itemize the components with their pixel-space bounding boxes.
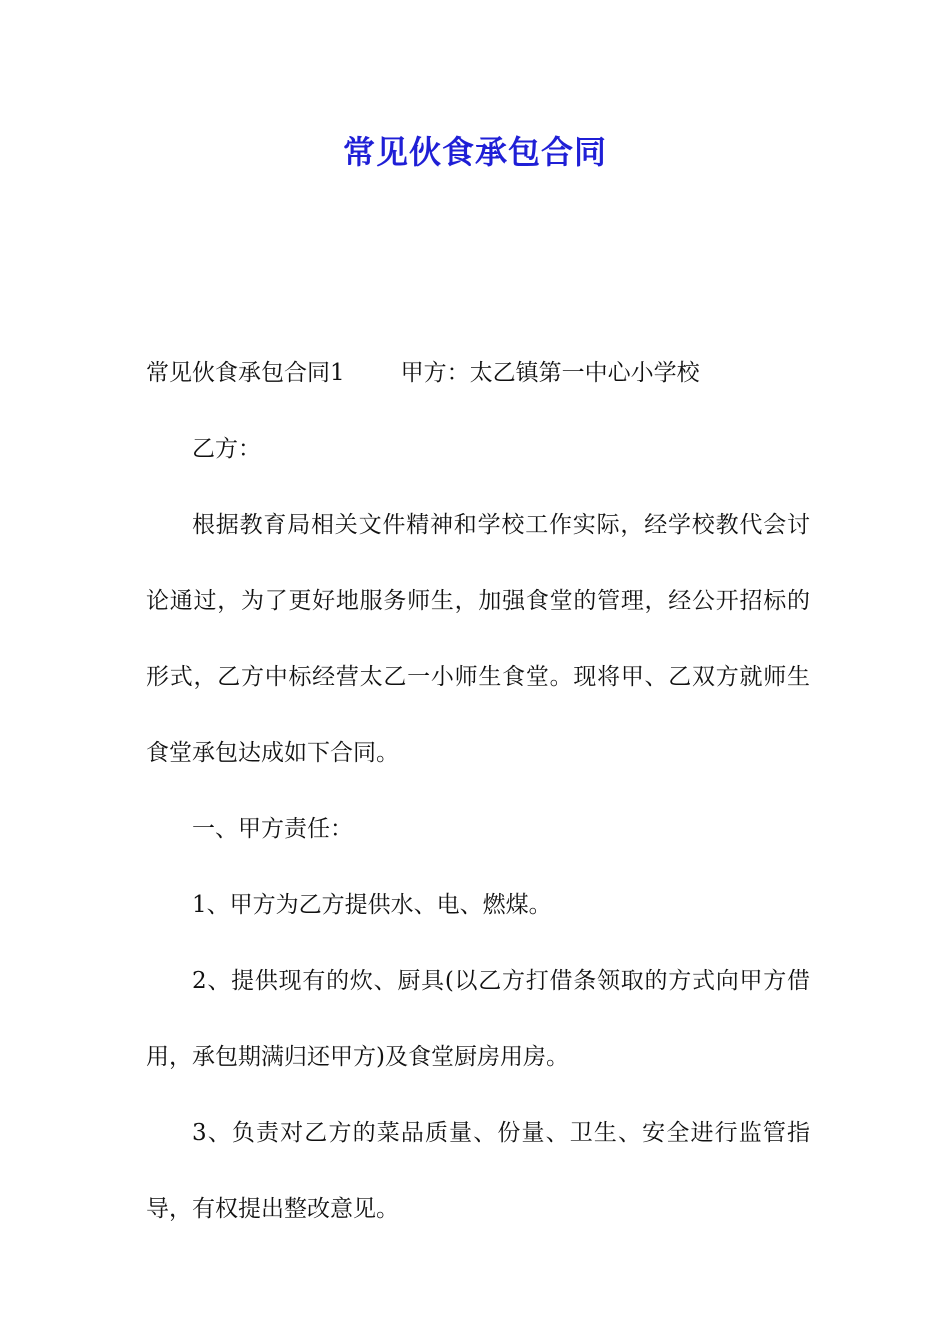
clause-1: 1、甲方为乙方提供水、电、燃煤。 bbox=[192, 892, 552, 918]
contract-heading-label: 常见伙食承包合同1 bbox=[146, 360, 345, 386]
heading-line bbox=[146, 335, 810, 411]
party-b-line: 乙方： bbox=[192, 436, 261, 462]
clause-2: 2、提供现有的炊、厨具(以乙方打借条领取的方式向甲方借用，承包期满归还甲方)及食堂厨房用房。 bbox=[146, 968, 810, 1070]
clause-3: 3、负责对乙方的菜品质量、份量、卫生、安全进行监管指导，有权提出整改意见。 bbox=[146, 1120, 810, 1222]
document-body bbox=[146, 335, 810, 1247]
document-title: 常见伙食承包合同 bbox=[342, 133, 607, 171]
party-a-line: 甲方：太乙镇第一中心小学校 bbox=[400, 360, 700, 386]
section-heading-party-a-duties: 一、甲方责任： bbox=[192, 816, 353, 842]
paragraph-intro: 根据教育局相关文件精神和学校工作实际，经学校教代会讨论通过，为了更好地服务师生，加强食堂的管理，经公开招标的形式，乙方中标经营太乙一小师生食堂。现将甲、乙双方就师生食堂承包达成如下合同。 bbox=[146, 512, 810, 766]
